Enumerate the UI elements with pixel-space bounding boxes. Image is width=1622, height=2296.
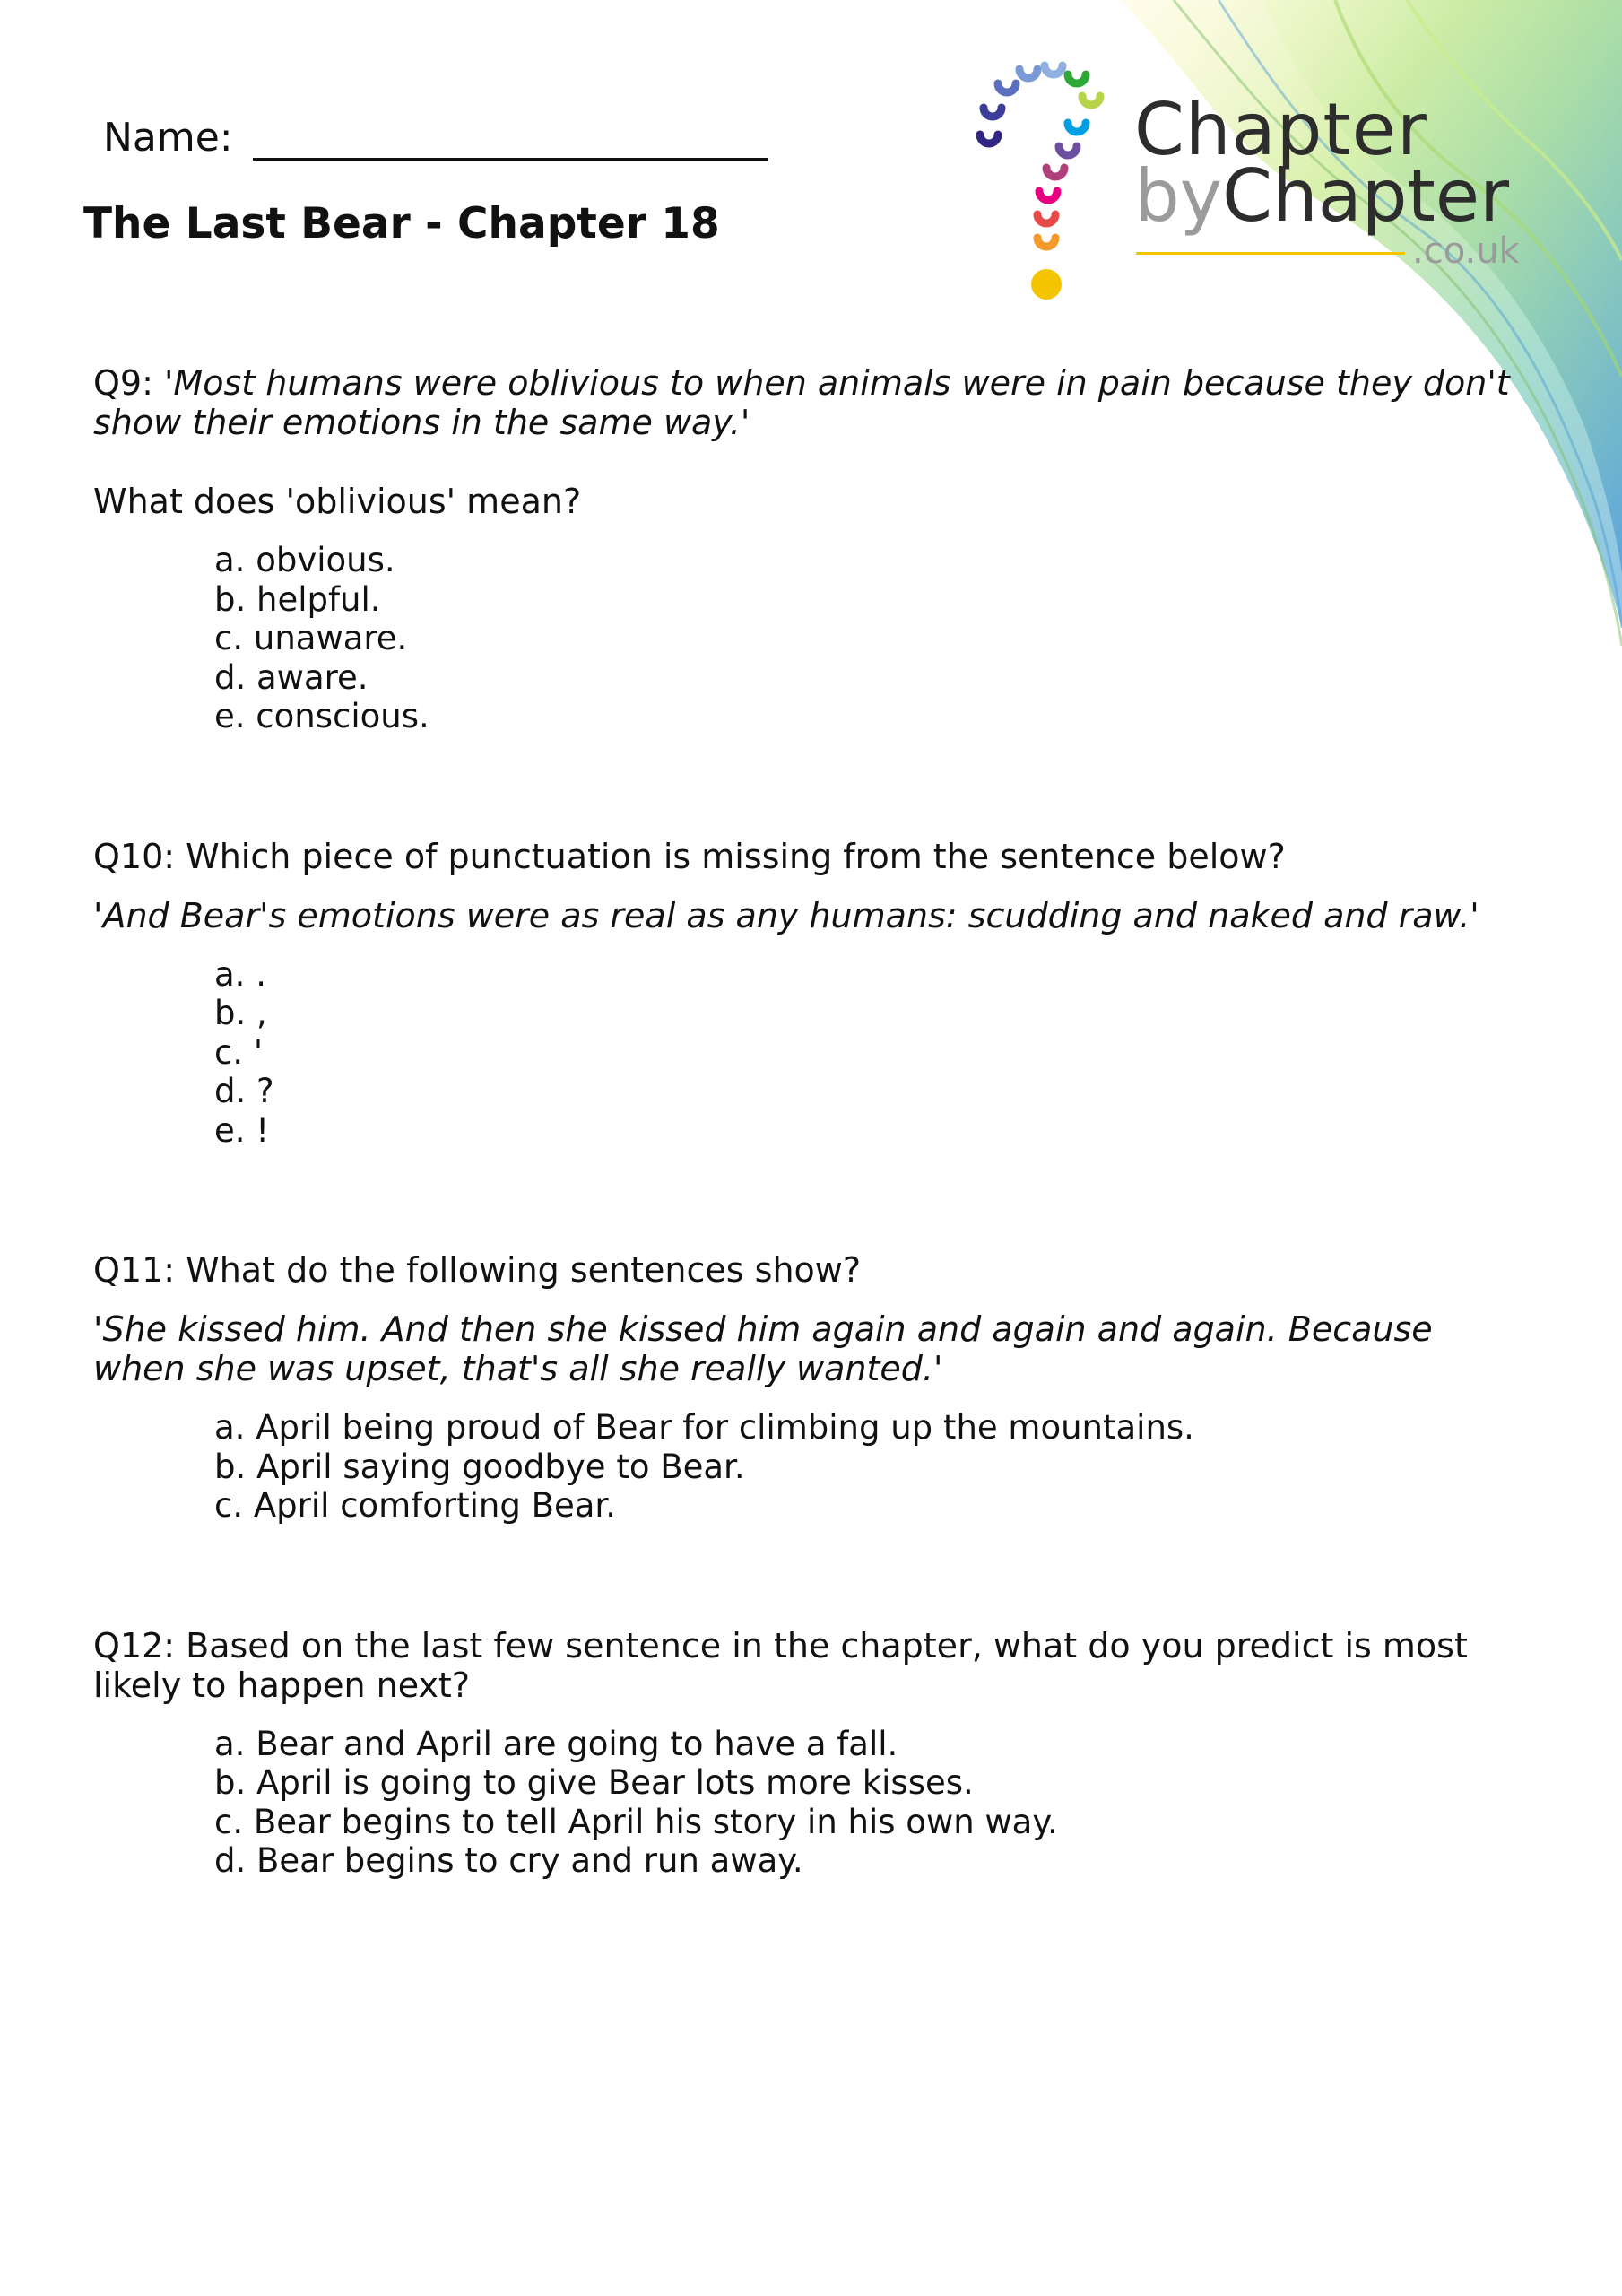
answer-option[interactable]: c. April comforting Bear. bbox=[214, 1486, 616, 1525]
question-9-number: Q9: bbox=[93, 363, 153, 403]
question-11-quote: 'She kissed him. And then she kissed him again and again and again. Because when she was upset, that's all she really wanted.' bbox=[93, 1309, 1433, 1388]
answer-option[interactable]: e. ! bbox=[214, 1110, 270, 1150]
question-mark-books-icon bbox=[964, 49, 1125, 309]
answer-option[interactable]: a. Bear and April are going to have a fall. bbox=[214, 1724, 898, 1763]
question-9-options bbox=[93, 541, 1528, 736]
logo-underline bbox=[1136, 252, 1405, 255]
name-field[interactable] bbox=[253, 118, 768, 161]
question-9-stem bbox=[93, 363, 1528, 442]
answer-option[interactable]: d. aware. bbox=[214, 657, 369, 697]
question-12-options bbox=[93, 1725, 1528, 1881]
answer-option[interactable]: b. April is going to give Bear lots more kisses. bbox=[214, 1763, 974, 1802]
question-10-prompt: Q10: Which piece of punctuation is missing from the sentence below? bbox=[93, 836, 1286, 876]
answer-option[interactable]: b. helpful. bbox=[214, 579, 381, 619]
answer-option[interactable]: e. conscious. bbox=[214, 697, 429, 735]
logo-wordmark bbox=[1134, 88, 1509, 238]
name-row bbox=[103, 115, 768, 161]
answer-option[interactable]: a. obvious. bbox=[214, 541, 395, 579]
logo-chapter: Chapter bbox=[1222, 154, 1509, 238]
question-11-prompt: Q11: What do the following sentences show? bbox=[93, 1250, 862, 1290]
question-9-prompt: What does 'oblivious' mean? bbox=[93, 482, 582, 521]
questions bbox=[93, 363, 1528, 1881]
question-9-quote: 'Most humans were oblivious to when animals were in pain because they don't show their emotions in the same way.' bbox=[93, 363, 1510, 442]
question-12 bbox=[93, 1626, 1528, 1881]
worksheet-title: The Last Bear - Chapter 18 bbox=[83, 199, 720, 248]
logo-by: by bbox=[1134, 154, 1223, 238]
question-10-options bbox=[93, 955, 1528, 1151]
name-label: Name: bbox=[103, 115, 233, 161]
logo-line-chapter: Chapter bbox=[1134, 88, 1427, 171]
question-12-prompt: Q12: Based on the last few sentence in the chapter, what do you predict is most likely to happen next? bbox=[93, 1625, 1468, 1705]
answer-option[interactable]: b. April saying goodbye to Bear. bbox=[214, 1447, 745, 1486]
answer-option[interactable]: a. April being proud of Bear for climbing up the mountains. bbox=[214, 1408, 1194, 1447]
answer-option[interactable]: a. . bbox=[214, 954, 266, 994]
question-10 bbox=[93, 837, 1528, 1151]
answer-option[interactable]: c. ' bbox=[214, 1032, 264, 1072]
logo-domain: .co.uk bbox=[1412, 230, 1520, 272]
logo-line-bychapter bbox=[1134, 154, 1509, 238]
question-11-options bbox=[93, 1408, 1528, 1526]
question-11 bbox=[93, 1250, 1528, 1526]
question-9 bbox=[93, 363, 1528, 736]
answer-option[interactable]: c. Bear begins to tell April his story in his own way. bbox=[214, 1802, 1058, 1841]
answer-option[interactable]: d. Bear begins to cry and run away. bbox=[214, 1841, 803, 1880]
answer-option[interactable]: c. unaware. bbox=[214, 619, 408, 657]
question-10-quote: 'And Bear's emotions were as real as any humans: scudding and naked and raw.' bbox=[93, 895, 1479, 935]
answer-option[interactable]: b. , bbox=[214, 994, 267, 1032]
brand-logo bbox=[964, 49, 1538, 318]
answer-option[interactable]: d. ? bbox=[214, 1072, 274, 1110]
